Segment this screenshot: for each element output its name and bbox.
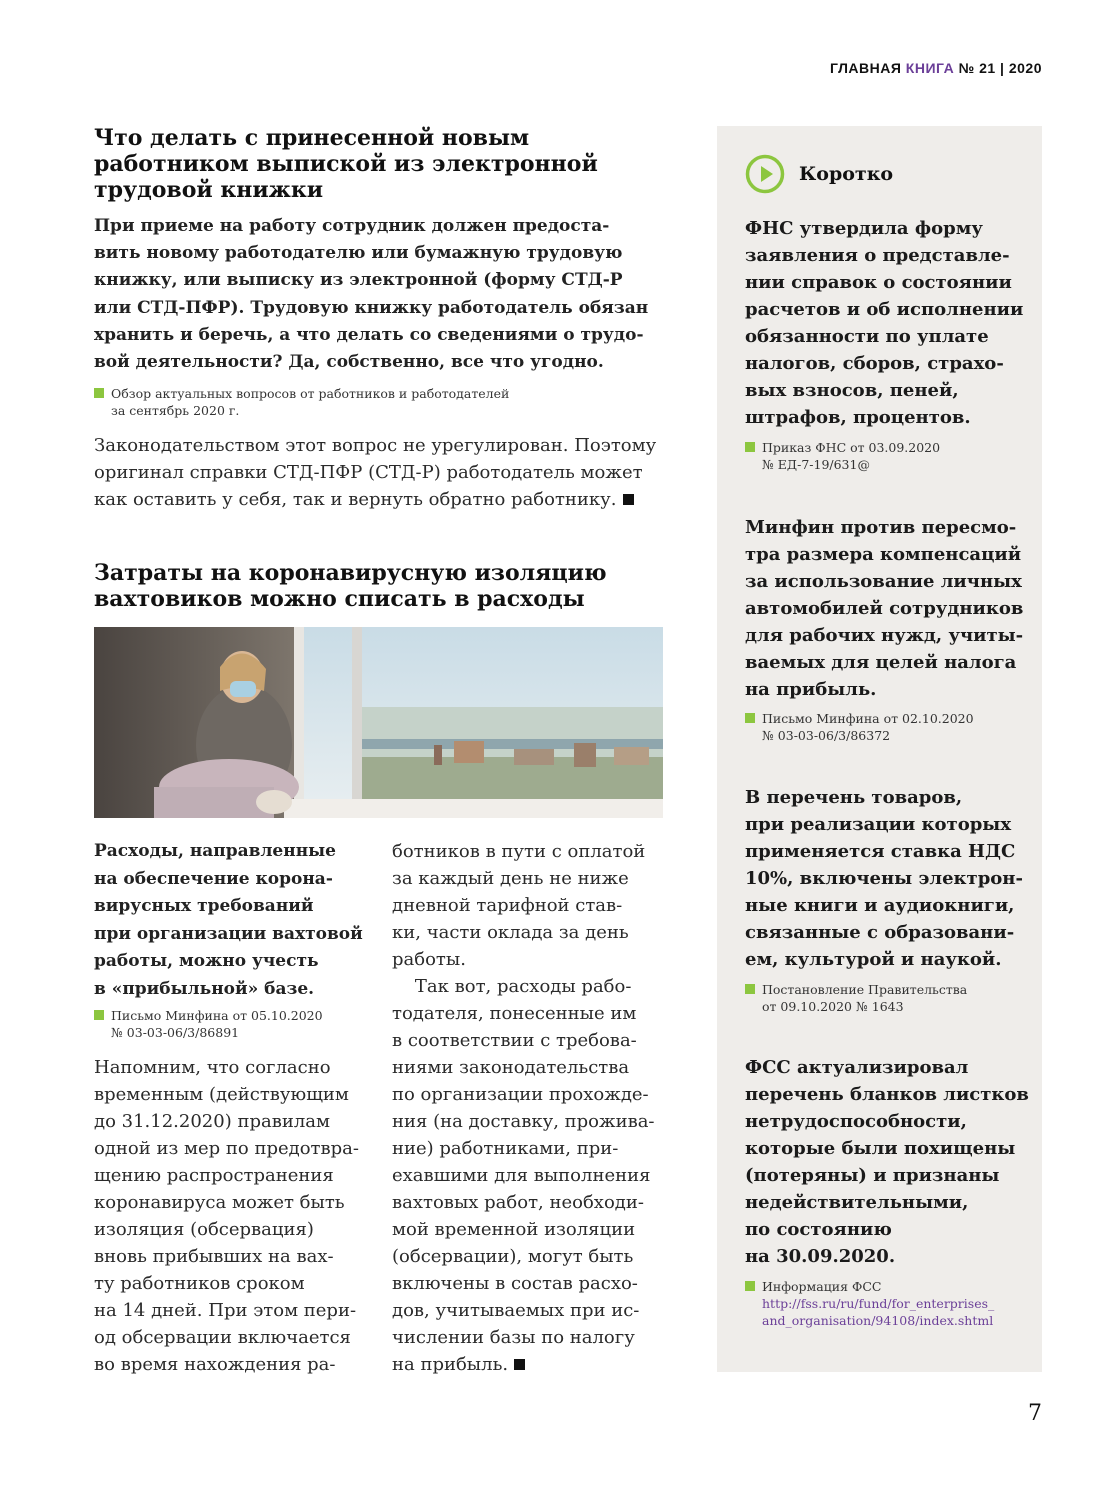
article1-title: Что делать с принесенной новым работником выпиской из электронной трудовой книжки bbox=[94, 125, 598, 203]
sidebar-briefly bbox=[717, 126, 1042, 1372]
source-bullet-icon bbox=[745, 1281, 755, 1291]
source-bullet-icon bbox=[745, 713, 755, 723]
article1-source: Обзор актуальных вопросов от работников и работодателей за сентябрь 2020 г. bbox=[94, 385, 509, 419]
sidebar-item-1-source: Приказ ФНС от 03.09.2020 № ЕД-7-19/631@ bbox=[745, 439, 940, 473]
sidebar-item-1: ФНС утвердила форму заявления о представле- нии справок о состоянии расчетов и об исполнении обязанности по уплате налогов, сборов, страхо- вых взносов, пеней, штрафов, процентов. bbox=[745, 218, 1024, 428]
article2-lead: Расходы, направленные на обеспечение корона- вирусных требований при организации вахтовой работы, можно учесть в «прибыльной» базе. bbox=[94, 841, 363, 999]
end-mark-icon bbox=[514, 1359, 525, 1370]
fss-link-cont[interactable]: and_organisation/94108/index.shtml bbox=[762, 1313, 994, 1328]
article1-lead: При приеме на работу сотрудник должен предоста- вить новому работодателю или бумажную трудовую книжку, или выписку из электронной (форму СТД-Р или СТД-ПФР). Трудовую книжку работодатель обязан хранить и беречь, а что делать со сведениями о трудо- вой деятельности? Да, собственно, все что угодно. bbox=[94, 216, 649, 373]
source-bullet-icon bbox=[745, 442, 755, 452]
article1-body: Законодательством этот вопрос не урегулирован. Поэтому оригинал справки СТД-ПФР (СТД-Р) работодатель может как оставить у себя, так и вернуть обратно работнику. bbox=[94, 435, 657, 510]
article2-column2: ботников в пути с оплатой за каждый день не ниже дневной тарифной став- ки, части оклада за день работы. Так вот, расходы рабо- тодателя, понесенные им в соответствии с требова- ниями законодательства по организации прохожде- ния (на доставку, прожива- ние) работниками, при- ехавшими для выполнения вахтовых работ, необходи- мой временной изоляции (обсервации), могут быть включены в состав расхо- дов, учитываемых при ис- числении базы по налогу на прибыль. bbox=[392, 841, 655, 1375]
header-issue: № 21 | 2020 bbox=[958, 60, 1042, 76]
fss-link[interactable]: http://fss.ru/ru/fund/for_enterprises_ bbox=[762, 1296, 995, 1311]
magazine-header bbox=[830, 60, 1042, 76]
article2-photo bbox=[94, 627, 663, 818]
play-icon bbox=[745, 154, 785, 194]
header-title-part2: КНИГА bbox=[905, 60, 955, 76]
source-bullet-icon bbox=[94, 1010, 104, 1020]
page-number: 7 bbox=[1028, 1401, 1042, 1426]
sidebar-header bbox=[745, 154, 893, 194]
sidebar-item-2-source: Письмо Минфина от 02.10.2020 № 03-03-06/3/86372 bbox=[745, 710, 974, 744]
sidebar-item-3: В перечень товаров, при реализации которых применяется ставка НДС 10%, включены электрон- ные книги и аудиокниги, связанные с образовани- ем, культурой и наукой. bbox=[745, 787, 1023, 970]
article2-title: Затраты на коронавирусную изоляцию вахтовиков можно списать в расходы bbox=[94, 560, 607, 612]
header-title-part1: ГЛАВНАЯ bbox=[829, 60, 902, 76]
sidebar-item-4: ФСС актуализировал перечень бланков листков нетрудоспособности, которые были похищены (потеряны) и признаны недействительными, по состоянию на 30.09.2020. bbox=[745, 1057, 1029, 1267]
article2-column1: Напомним, что согласно временным (действующим до 31.12.2020) правилам одной из мер по предотвра- щению распространения коронавируса может быть изоляция (обсервация) вновь прибывших на вах- ту работников сроком на 14 дней. При этом пери- од обсервации включается во время нахождения ра- bbox=[94, 1057, 359, 1375]
article2-source: Письмо Минфина от 05.10.2020 № 03-03-06/3/86891 bbox=[94, 1007, 323, 1041]
sidebar-item-3-source: Постановление Правительства от 09.10.2020 № 1643 bbox=[745, 981, 967, 1015]
source-bullet-icon bbox=[94, 388, 104, 398]
sidebar-item-2: Минфин против пересмо- тра размера компенсаций за использование личных автомобилей сотрудников для рабочих нужд, учиты- ваемых для целей налога на прибыль. bbox=[745, 517, 1024, 700]
end-mark-icon bbox=[623, 494, 634, 505]
sidebar-item-4-source: Информация ФСС http://fss.ru/ru/fund/for_enterprises_ and_organisation/94108/index.shtml bbox=[745, 1278, 994, 1329]
sidebar-title: Коротко bbox=[799, 163, 894, 185]
source-bullet-icon bbox=[745, 984, 755, 994]
